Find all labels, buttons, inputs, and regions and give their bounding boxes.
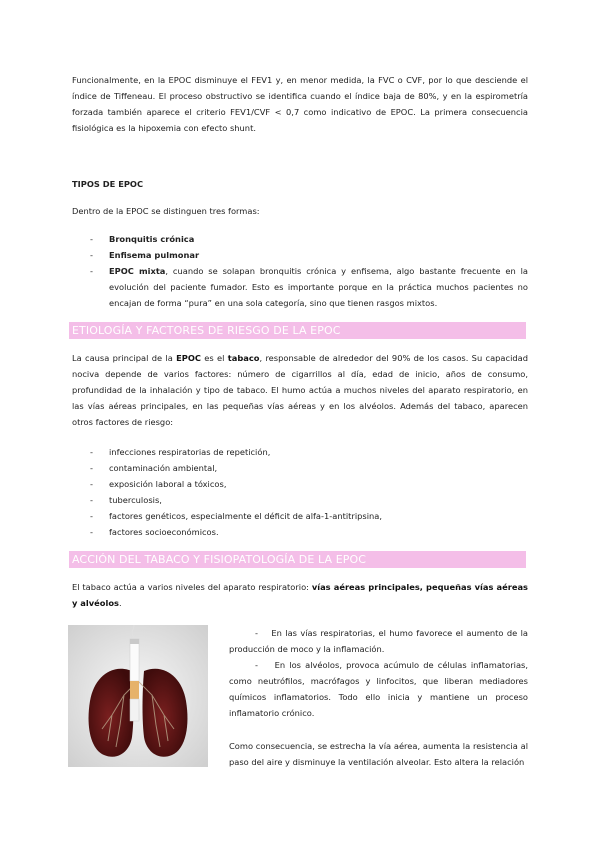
list-item: - Bronquitis crónica [72, 231, 528, 247]
tipos-lead: Dentro de la EPOC se distinguen tres formas: [72, 206, 260, 216]
intro-paragraph: Funcionalmente, en la EPOC disminuye el FEV1 y, en menor medida, la FVC o CVF, por lo que desciende el índice de Tiffeneau. El proceso obstructivo se identifica cuando el índice baja de 80%, y en la espirometría forzada también aparece el criterio FEV1/CVF < 0,7 como indicativo de EPOC. La primera consecuencia fisiológica es la hipoxemia con efecto shunt. [72, 75, 528, 134]
dash-bullet: - [90, 266, 93, 277]
list-item: - Enfisema pulmonar [72, 247, 528, 263]
etiologia-paragraph: La causa principal de la EPOC es el tabaco, responsable de alrededor del 90% de los casos. Su capacidad nociva depende de varios factores: número de cigarrillos al día, edad de inicio, años de consumo, profundidad de la inhalación y tipo de tabaco. El humo actúa a muchos niveles del aparato respiratorio, en las vías aéreas principales, en las pequeñas vías aéreas y en los alvéolos. Además del tabaco, aparecen otros factores de riesgo: [72, 353, 528, 428]
list-item: - exposición laboral a tóxicos, [90, 479, 227, 490]
list-item: - EPOC mixta, cuando se solapan bronquitis crónica y enfisema, algo bastante frecuente en la evolución del paciente fumador. Esto es importante porque en la práctica muchos pacientes no encajan de forma “pura” en una sola categoría, sino que tienen rasgos mixtos. [72, 263, 528, 311]
list-item: - factores socioeconómicos. [90, 527, 219, 538]
dash-bullet: - [90, 250, 93, 261]
tipos-list [72, 231, 528, 311]
list-item: - En los alvéolos, provoca acúmulo de células inflamatorias, como neutrófilos, macrófagos y linfocitos, que liberan mediadores químicos inflamatorios. Todo ello inicia y mantiene un proceso inflamatorio crónico. [229, 660, 528, 719]
list-item: - infecciones respiratorias de repetición, [90, 447, 271, 457]
section-band-etiologia: ETIOLOGÍA Y FACTORES DE RIESGO DE LA EPOC [69, 322, 526, 339]
list-item: - tuberculosis, [90, 495, 162, 506]
section-band-accion: ACCIÓN DEL TABACO Y FISIOPATOLOGÍA DE LA EPOC [69, 551, 526, 568]
list-item: - factores genéticos, especialmente el déficit de alfa-1-antitripsina, [90, 511, 383, 522]
list-item: - En las vías respiratorias, el humo favorece el aumento de la producción de moco y la inflamación. [229, 628, 528, 655]
tipos-heading: TIPOS DE EPOC [72, 179, 144, 189]
dash-bullet: - [90, 234, 93, 244]
lungs-cigarette-image [68, 625, 208, 767]
accion-bullets [229, 625, 528, 770]
risk-factor-list [72, 444, 528, 541]
list-item: - contaminación ambiental, [90, 463, 218, 474]
consequence-paragraph: Como consecuencia, se estrecha la vía aérea, aumenta la resistencia al paso del aire y disminuye la ventilación alveolar. Esto altera la relación [229, 740, 528, 767]
accion-lead: El tabaco actúa a varios niveles del aparato respiratorio: vías aéreas principales, pequeñas vías aéreas y alvéolos. [72, 582, 528, 609]
